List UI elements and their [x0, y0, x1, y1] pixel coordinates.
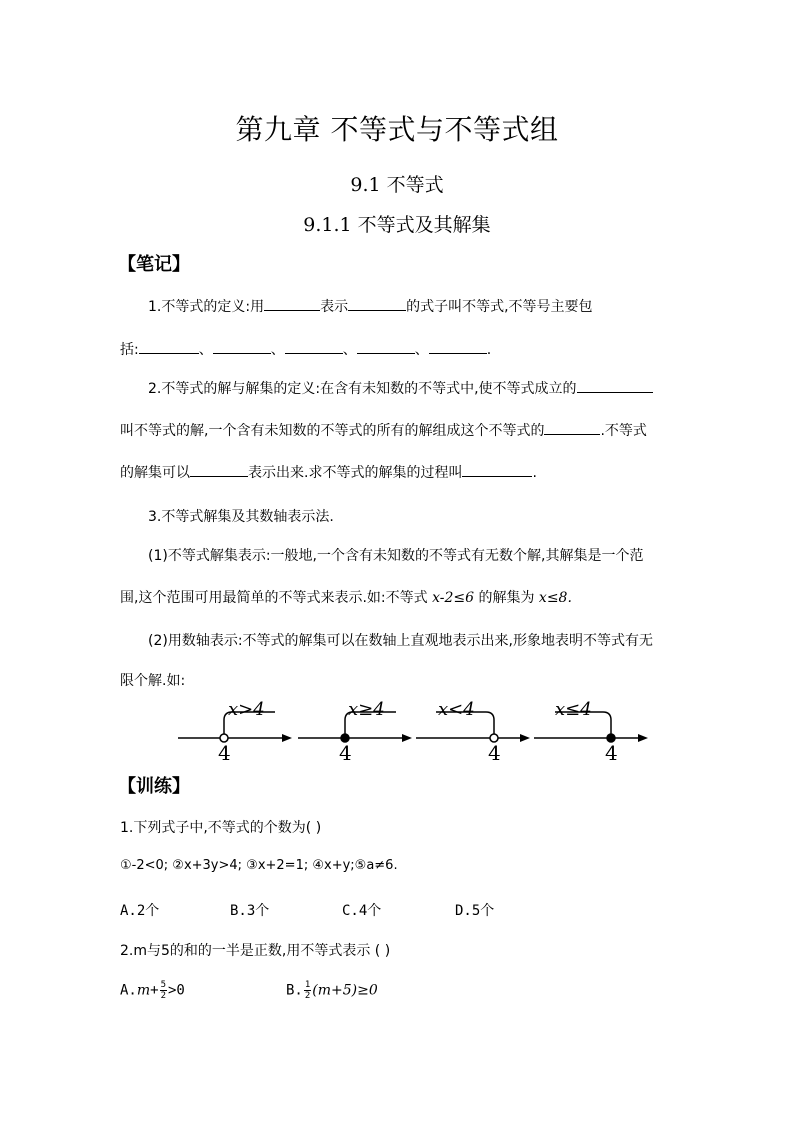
q1-text-a: 不等式的定义:用: [161, 299, 265, 315]
p1-label: (1): [148, 548, 168, 564]
p1-text-b: 围,这个范围可用最简单的不等式来表示.如:不等式: [120, 590, 428, 606]
blank: [348, 296, 406, 311]
notes-q2-line1: [148, 378, 653, 398]
p1-text-a: 不等式解集表示:一般地,一个含有未知数的不等式有无数个解,其解集是一个范: [167, 548, 644, 564]
example-inequality: x-2≤6: [432, 590, 475, 606]
q2-text-c: .不等式: [600, 423, 647, 439]
p1-text-c: 的解集为: [478, 590, 535, 606]
notes-p1-line2: [120, 587, 572, 607]
number-line-2: [298, 699, 412, 765]
p2-text-b: 限个解.如:: [120, 673, 186, 689]
notes-p1-line1: [148, 545, 643, 565]
training-heading: 【训练】: [118, 776, 190, 797]
number-line-3-label: x<4: [438, 699, 475, 720]
number-line-4: [534, 699, 648, 765]
blank: [190, 462, 248, 477]
number-line-1-point: 4: [218, 741, 231, 765]
option-b[interactable]: B.3个: [230, 903, 270, 919]
option-d[interactable]: D.5个: [455, 903, 495, 919]
p2-label: (2): [148, 633, 168, 649]
q2-text-b: 叫不等式的解,一个含有未知数的不等式的所有的解组成这个不等式的: [120, 423, 545, 439]
number-line-2-point: 4: [339, 741, 352, 765]
notes-q1-line2: [120, 339, 491, 359]
notes-p2-line1: [148, 630, 653, 650]
q1-text-c: 的式子叫不等式,不等号主要包: [406, 299, 593, 315]
option-rest: >0: [168, 982, 185, 999]
blank: [544, 420, 600, 435]
q2-text-e: 表示出来.求不等式的解集的过程叫: [248, 465, 463, 481]
number-line-1-label: x>4: [228, 699, 265, 720]
q3-text: 不等式解集及其数轴表示法.: [161, 509, 334, 525]
training-q2-stem: 2.m与5的和的一半是正数,用不等式表示 ( ): [120, 943, 391, 959]
section-title: 9.1 不等式: [350, 174, 444, 196]
number-line-1: [178, 699, 292, 765]
training-q1-items: ①-2<0; ②x+3y>4; ③x+2=1; ④x+y;⑤a≠6.: [120, 858, 398, 873]
number-line-4-point: 4: [605, 741, 618, 765]
q2-option-b[interactable]: [286, 980, 378, 1001]
q3-number: 3.: [148, 509, 162, 525]
blank: [264, 296, 320, 311]
option-letter: A.: [120, 982, 137, 999]
number-line-4-label: x≤4: [555, 699, 592, 720]
q1-text-b: 表示: [320, 299, 349, 315]
subsection-title: 9.1.1 不等式及其解集: [303, 214, 491, 236]
notes-heading: 【笔记】: [118, 254, 190, 275]
blank: [429, 339, 487, 354]
numerator: 1: [304, 980, 311, 990]
blank: [139, 339, 199, 354]
blank: [213, 339, 271, 354]
period: .: [532, 465, 537, 481]
q1-number: 1.: [148, 299, 162, 315]
notes-q2-line3: [120, 462, 537, 482]
q1-text-d: 括:: [120, 342, 139, 358]
notes-p2-line2: [120, 670, 185, 690]
q2-number: 2.: [148, 381, 162, 397]
fraction: [160, 980, 167, 1001]
blank: [285, 339, 343, 354]
denominator: 2: [160, 991, 166, 1001]
example-solution: x≤8.: [538, 590, 572, 606]
fraction: [304, 980, 311, 1001]
notes-q3-line: [148, 506, 334, 526]
q2-option-a[interactable]: [120, 980, 185, 1001]
q2-text-d: 的解集可以: [120, 465, 190, 481]
blank: [577, 378, 653, 393]
training-q1-stem: 1.下列式子中,不等式的个数为( ): [120, 820, 322, 836]
chapter-title: 第九章 不等式与不等式组: [235, 113, 559, 146]
option-a[interactable]: A.2个: [120, 903, 160, 919]
separator: 、: [270, 342, 285, 358]
plus-sign: +: [150, 982, 159, 999]
p2-text-a: 用数轴表示:不等式的解集可以在数轴上直观地表示出来,形象地表明不等式有无: [167, 633, 654, 649]
option-c[interactable]: C.4个: [342, 903, 382, 919]
number-lines-figure: [0, 690, 794, 770]
option-rest: (m+5)≥0: [312, 982, 378, 999]
separator: 、: [414, 342, 429, 358]
denominator: 2: [304, 991, 311, 1001]
blank: [462, 462, 532, 477]
option-letter: B.: [286, 982, 303, 999]
blank: [357, 339, 415, 354]
separator: 、: [342, 342, 357, 358]
numerator: 5: [160, 980, 166, 990]
number-line-3: [416, 699, 530, 765]
period: .: [486, 342, 492, 358]
number-line-2-label: x≥4: [348, 699, 385, 720]
variable: m: [136, 982, 151, 999]
q2-text-a: 不等式的解与解集的定义:在含有未知数的不等式中,使不等式成立的: [161, 381, 577, 397]
separator: 、: [198, 342, 213, 358]
notes-q1-line1: [148, 296, 593, 316]
notes-q2-line2: [120, 420, 647, 440]
number-line-3-point: 4: [488, 741, 501, 765]
